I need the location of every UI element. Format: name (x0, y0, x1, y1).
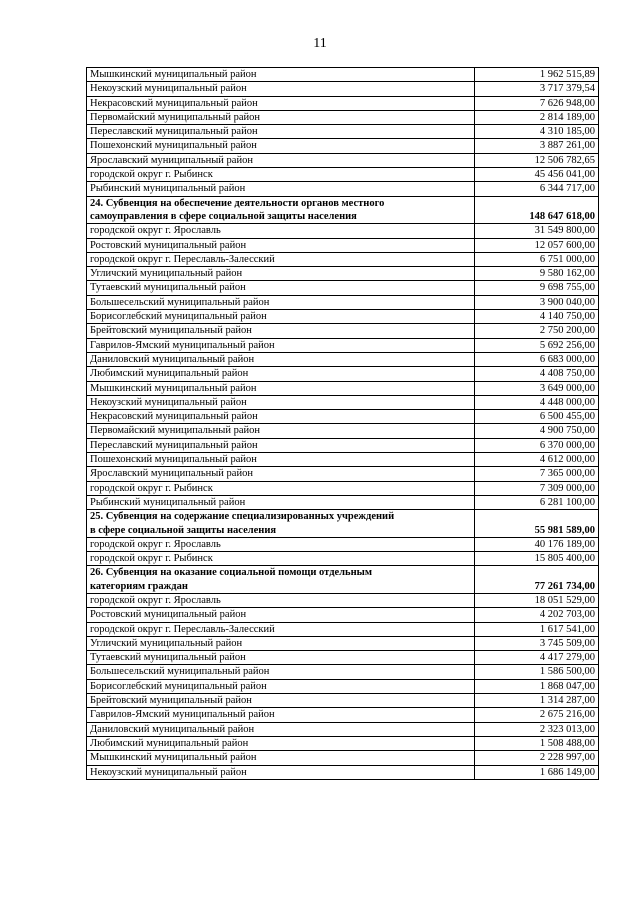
table-row (87, 424, 599, 438)
table-row (87, 651, 599, 665)
recipient-name: Первомайский муниципальный район (87, 110, 475, 124)
section-title (87, 196, 475, 224)
section-title-line: 24. Субвенция на обеспечение деятельности органов местного (90, 197, 385, 209)
table-row (87, 352, 599, 366)
table-row (87, 110, 599, 124)
table-row (87, 722, 599, 736)
recipient-name: Пошехонский муниципальный район (87, 139, 475, 153)
section-header-row (87, 510, 599, 538)
recipient-name: городской округ г. Рыбинск (87, 168, 475, 182)
recipient-name: Рыбинский муниципальный район (87, 182, 475, 196)
recipient-name: Угличский муниципальный район (87, 267, 475, 281)
recipient-name: Мышкинский муниципальный район (87, 68, 475, 82)
amount-value: 31 549 800,00 (475, 224, 599, 238)
amount-value: 4 612 000,00 (475, 453, 599, 467)
table-row (87, 324, 599, 338)
amount-value: 6 751 000,00 (475, 252, 599, 266)
recipient-name: Угличский муниципальный район (87, 636, 475, 650)
subsidy-table-body (87, 68, 599, 780)
amount-value: 1 586 500,00 (475, 665, 599, 679)
recipient-name: Тутаевский муниципальный район (87, 651, 475, 665)
amount-value: 3 887 261,00 (475, 139, 599, 153)
table-row (87, 736, 599, 750)
amount-value: 18 051 529,00 (475, 593, 599, 607)
amount-value: 4 140 750,00 (475, 310, 599, 324)
table-row (87, 168, 599, 182)
recipient-name: Ростовский муниципальный район (87, 608, 475, 622)
table-row (87, 751, 599, 765)
table-row (87, 453, 599, 467)
table-row (87, 68, 599, 82)
table-row (87, 410, 599, 424)
table-row (87, 622, 599, 636)
table-row (87, 338, 599, 352)
amount-value: 15 805 400,00 (475, 552, 599, 566)
section-title-line: категориям граждан (90, 580, 188, 592)
table-row (87, 224, 599, 238)
amount-value: 4 900 750,00 (475, 424, 599, 438)
table-row (87, 679, 599, 693)
section-title-line: 25. Субвенция на содержание специализированных учреждений (90, 511, 395, 523)
recipient-name: Переславский муниципальный район (87, 438, 475, 452)
recipient-name: Некоузский муниципальный район (87, 82, 475, 96)
recipient-name: Любимский муниципальный район (87, 367, 475, 381)
table-row (87, 281, 599, 295)
amount-value: 3 900 040,00 (475, 295, 599, 309)
recipient-name: Борисоглебский муниципальный район (87, 310, 475, 324)
amount-value: 7 365 000,00 (475, 467, 599, 481)
recipient-name: Некоузский муниципальный район (87, 765, 475, 779)
table-row (87, 96, 599, 110)
recipient-name: Большесельский муниципальный район (87, 295, 475, 309)
table-row (87, 708, 599, 722)
section-total: 55 981 589,00 (475, 510, 599, 538)
amount-value: 4 202 703,00 (475, 608, 599, 622)
amount-value: 3 649 000,00 (475, 381, 599, 395)
table-row (87, 552, 599, 566)
table-row (87, 153, 599, 167)
amount-value: 1 617 541,00 (475, 622, 599, 636)
amount-value: 1 686 149,00 (475, 765, 599, 779)
section-title-line: в сфере социальной защиты населения (90, 524, 277, 536)
amount-value: 12 506 782,65 (475, 153, 599, 167)
amount-value: 4 310 185,00 (475, 125, 599, 139)
amount-value: 3 745 509,00 (475, 636, 599, 650)
page-number: 11 (313, 36, 327, 51)
recipient-name: городской округ г. Рыбинск (87, 552, 475, 566)
recipient-name: Рыбинский муниципальный район (87, 495, 475, 509)
amount-value: 4 448 000,00 (475, 395, 599, 409)
recipient-name: Брейтовский муниципальный район (87, 694, 475, 708)
section-title-line: 26. Субвенция на оказание социальной помощи отдельным (90, 567, 373, 579)
table-row (87, 438, 599, 452)
amount-value: 6 370 000,00 (475, 438, 599, 452)
recipient-name: Некоузский муниципальный район (87, 395, 475, 409)
table-row (87, 608, 599, 622)
amount-value: 4 408 750,00 (475, 367, 599, 381)
amount-value: 2 675 216,00 (475, 708, 599, 722)
section-header-row (87, 196, 599, 224)
table-row (87, 252, 599, 266)
amount-value: 2 228 997,00 (475, 751, 599, 765)
table-row (87, 481, 599, 495)
section-header-row (87, 566, 599, 594)
amount-value: 6 500 455,00 (475, 410, 599, 424)
recipient-name: Ростовский муниципальный район (87, 238, 475, 252)
amount-value: 9 698 755,00 (475, 281, 599, 295)
table-row (87, 367, 599, 381)
recipient-name: городской округ г. Переславль-Залесский (87, 622, 475, 636)
recipient-name: Гаврилов-Ямский муниципальный район (87, 338, 475, 352)
amount-value: 9 580 162,00 (475, 267, 599, 281)
amount-value: 1 962 515,89 (475, 68, 599, 82)
amount-value: 5 692 256,00 (475, 338, 599, 352)
recipient-name: городской округ г. Рыбинск (87, 481, 475, 495)
recipient-name: городской округ г. Ярославль (87, 537, 475, 551)
section-total: 77 261 734,00 (475, 566, 599, 594)
recipient-name: Гаврилов-Ямский муниципальный район (87, 708, 475, 722)
table-row (87, 295, 599, 309)
recipient-name: Ярославский муниципальный район (87, 153, 475, 167)
recipient-name: Мышкинский муниципальный район (87, 751, 475, 765)
table-row (87, 495, 599, 509)
recipient-name: Ярославский муниципальный район (87, 467, 475, 481)
table-row (87, 694, 599, 708)
table-row (87, 267, 599, 281)
recipient-name: Пошехонский муниципальный район (87, 453, 475, 467)
amount-value: 1 508 488,00 (475, 736, 599, 750)
table-row (87, 593, 599, 607)
section-total: 148 647 618,00 (475, 196, 599, 224)
section-title (87, 510, 475, 538)
table-row (87, 310, 599, 324)
table-row (87, 125, 599, 139)
recipient-name: Борисоглебский муниципальный район (87, 679, 475, 693)
recipient-name: Первомайский муниципальный район (87, 424, 475, 438)
recipient-name: Большесельский муниципальный район (87, 665, 475, 679)
amount-value: 4 417 279,00 (475, 651, 599, 665)
amount-value: 2 323 013,00 (475, 722, 599, 736)
recipient-name: Даниловский муниципальный район (87, 352, 475, 366)
table-row (87, 139, 599, 153)
table-row (87, 537, 599, 551)
recipient-name: Брейтовский муниципальный район (87, 324, 475, 338)
recipient-name: городской округ г. Переславль-Залесский (87, 252, 475, 266)
table-row (87, 238, 599, 252)
amount-value: 40 176 189,00 (475, 537, 599, 551)
table-row (87, 467, 599, 481)
table-row (87, 395, 599, 409)
amount-value: 2 750 200,00 (475, 324, 599, 338)
subsidy-table (86, 67, 599, 780)
amount-value: 45 456 041,00 (475, 168, 599, 182)
table-row (87, 381, 599, 395)
amount-value: 6 683 000,00 (475, 352, 599, 366)
amount-value: 3 717 379,54 (475, 82, 599, 96)
section-title (87, 566, 475, 594)
table-row (87, 82, 599, 96)
table-row (87, 182, 599, 196)
amount-value: 1 868 047,00 (475, 679, 599, 693)
table-row (87, 665, 599, 679)
table-row (87, 636, 599, 650)
amount-value: 7 309 000,00 (475, 481, 599, 495)
amount-value: 6 281 100,00 (475, 495, 599, 509)
amount-value: 2 814 189,00 (475, 110, 599, 124)
section-title-line: самоуправления в сфере социальной защиты населения (90, 210, 357, 222)
recipient-name: городской округ г. Ярославль (87, 224, 475, 238)
amount-value: 6 344 717,00 (475, 182, 599, 196)
recipient-name: Тутаевский муниципальный район (87, 281, 475, 295)
amount-value: 7 626 948,00 (475, 96, 599, 110)
table-row (87, 765, 599, 779)
recipient-name: Мышкинский муниципальный район (87, 381, 475, 395)
recipient-name: городской округ г. Ярославль (87, 593, 475, 607)
recipient-name: Даниловский муниципальный район (87, 722, 475, 736)
recipient-name: Некрасовский муниципальный район (87, 410, 475, 424)
amount-value: 12 057 600,00 (475, 238, 599, 252)
recipient-name: Любимский муниципальный район (87, 736, 475, 750)
amount-value: 1 314 287,00 (475, 694, 599, 708)
recipient-name: Некрасовский муниципальный район (87, 96, 475, 110)
recipient-name: Переславский муниципальный район (87, 125, 475, 139)
